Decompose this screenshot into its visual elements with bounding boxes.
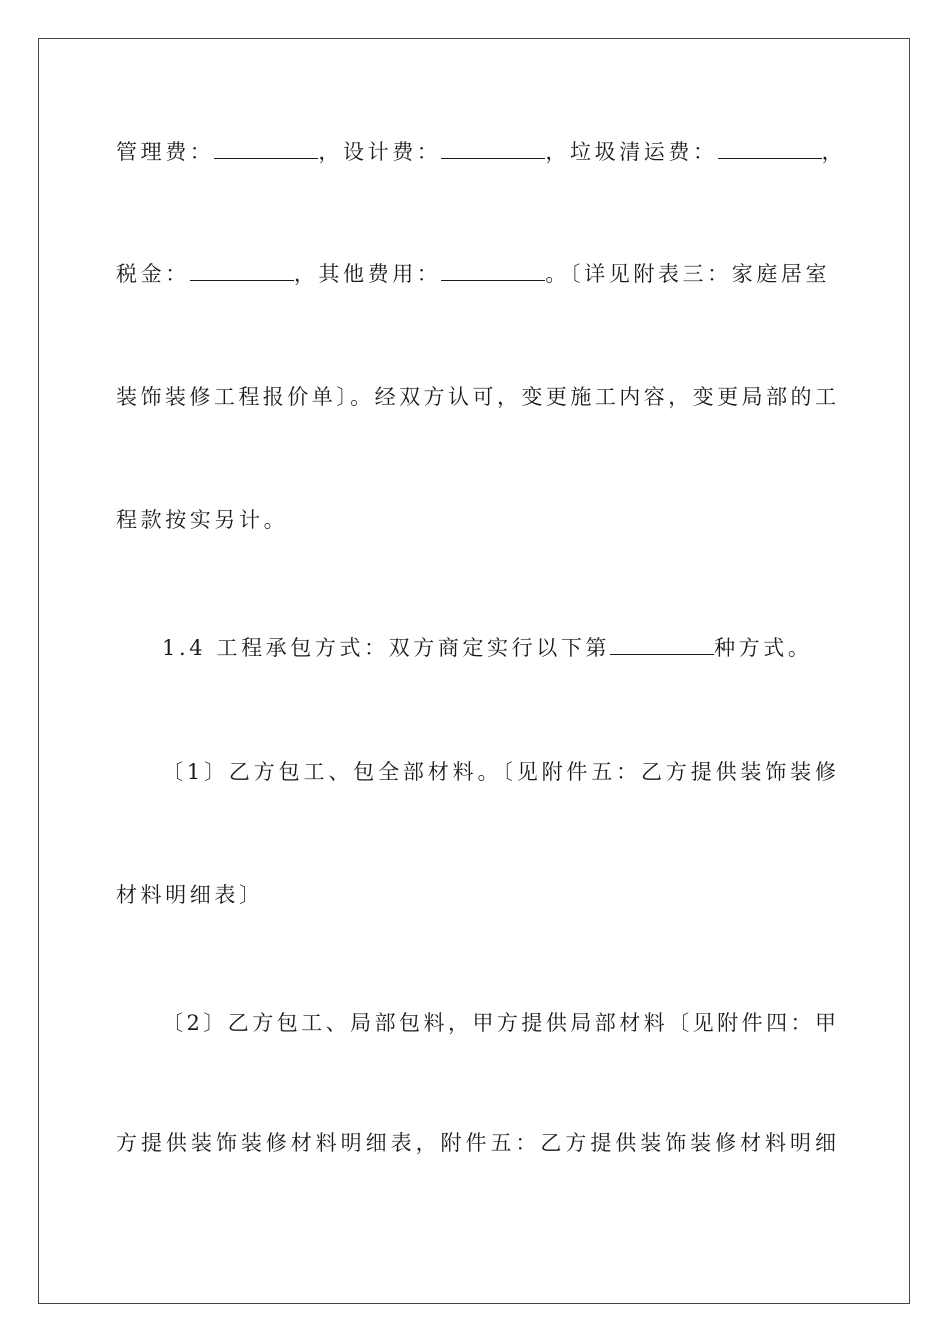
text-line-8: 〔2〕乙方包工、局部包料，甲方提供局部材料〔见附件四：甲 bbox=[162, 1011, 836, 1035]
blank-design-fee[interactable] bbox=[441, 138, 545, 159]
label-tax: 税金： bbox=[116, 262, 190, 286]
blank-other-fees[interactable] bbox=[441, 260, 545, 281]
blank-management-fee[interactable] bbox=[214, 138, 318, 159]
label-management-fee: 管理费： bbox=[116, 140, 215, 164]
label-garbage-fee: ，垃圾清运费： bbox=[545, 140, 718, 164]
line-1-comma: ， bbox=[821, 140, 847, 164]
label-contract-method: 1.4 工程承包方式：双方商定实行以下第 bbox=[162, 636, 611, 660]
blank-tax[interactable] bbox=[190, 260, 294, 281]
label-other-fees: ，其他费用： bbox=[293, 262, 442, 286]
line-5-tail: 种方式。 bbox=[714, 636, 813, 660]
line-2-tail: 。〔详见附表三：家庭居室 bbox=[545, 262, 831, 286]
blank-garbage-fee[interactable] bbox=[718, 138, 822, 159]
text-line-4: 程款按实另计。 bbox=[116, 508, 289, 532]
blank-contract-method[interactable] bbox=[610, 634, 714, 655]
text-line-9: 方提供装饰装修材料明细表，附件五：乙方提供装饰装修材料明细 bbox=[116, 1131, 836, 1155]
text-line-6: 〔1〕乙方包工、包全部材料。〔见附件五：乙方提供装饰装修 bbox=[162, 760, 836, 784]
text-line-2 bbox=[116, 258, 836, 290]
text-line-1 bbox=[116, 136, 847, 168]
page-border bbox=[38, 38, 910, 1304]
text-line-3: 装饰装修工程报价单〕。经双方认可，变更施工内容，变更局部的工 bbox=[116, 385, 836, 409]
text-line-5 bbox=[116, 632, 836, 664]
text-line-7: 材料明细表〕 bbox=[116, 883, 264, 907]
label-design-fee: ，设计费： bbox=[318, 140, 442, 164]
